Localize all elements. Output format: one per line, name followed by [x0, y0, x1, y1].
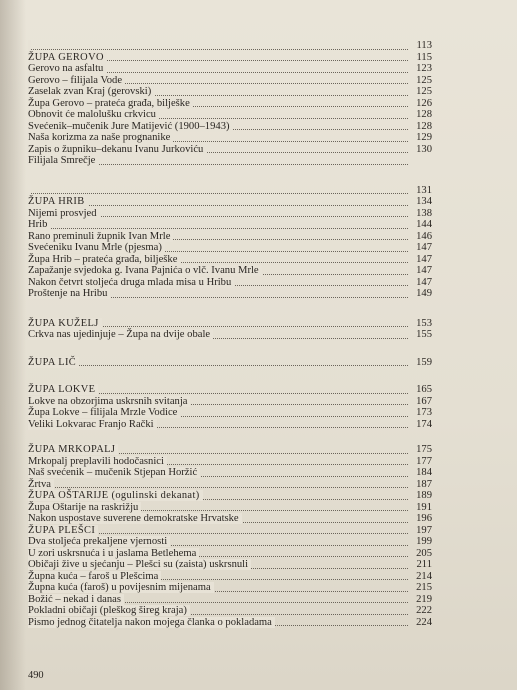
toc-entry-page: 126 [416, 97, 432, 109]
toc-entry-page: 159 [416, 356, 432, 368]
toc-entry-page: 215 [416, 582, 432, 593]
toc-entry-title: U zori uskrsnuća i u jaslama Betlehema [28, 548, 199, 559]
toc-entry-title: Božić – nekad i danas [28, 594, 124, 605]
toc-entry-title: Rano preminuli župnik Ivan Mrle [28, 231, 173, 242]
toc-entry-page: 129 [416, 132, 432, 143]
toc-entry-title: Dva stoljeća prekaljene vjernosti [28, 536, 170, 547]
toc-entry-title: ŽUPA GEROVO [28, 52, 107, 63]
toc-entry-page: 128 [416, 109, 432, 120]
toc-entry-page: 222 [416, 605, 432, 616]
toc-entry-page: 153 [416, 317, 432, 329]
toc-entry-page: 149 [416, 288, 432, 299]
toc-entry-page: 113 [416, 40, 432, 51]
page-number: 490 [28, 670, 44, 681]
toc-section-heading [28, 357, 432, 369]
toc-entry-page: 219 [416, 593, 432, 605]
toc-entry-title: Zapažanje svjedoka g. Ivana Pajnića o vlč. Ivanu Mrle [28, 265, 262, 276]
toc-entry-title: Župna kuća – faroš u Plešcima [28, 571, 161, 582]
toc-entry-page: 173 [416, 407, 432, 418]
toc-entry-title: ŽUPA OŠTARIJE (ogulinski dekanat) [28, 490, 203, 501]
toc-entry-page: 115 [416, 51, 432, 63]
toc-entry-title: ŽUPA KUŽELJ [28, 318, 102, 329]
toc-entry-page: 174 [416, 418, 432, 430]
toc-entry-title: ŽUPA LIČ [28, 357, 79, 368]
toc-entry-title: Župa Gerovo – prateća građa, bilješke [28, 98, 193, 109]
toc-entry-page: 214 [416, 570, 432, 582]
toc-entry-page: 187 [416, 478, 432, 490]
toc-entry-title: Naš svećenik – mučenik Stjepan Horžić [28, 467, 200, 478]
toc-entry-page: 147 [416, 242, 432, 253]
toc-entry-title: Žrtva [28, 479, 54, 490]
toc-entry-title: Zaselak zvan Kraj (gerovski) [28, 86, 154, 97]
toc-entry-page: 167 [416, 395, 432, 407]
toc-entry-title: Mrkopalj preplavili hodočasnici [28, 456, 167, 467]
toc-entry-title: Crkva nas ujedinjuje – Župa na dvije obale [28, 329, 213, 340]
toc-entry-title: Gerovo – filijala Vode [28, 75, 125, 86]
toc-entry-title: ŽUPA HRIB [28, 196, 88, 207]
table-of-contents [28, 40, 432, 628]
toc-entry [28, 288, 432, 300]
toc-entry-page: 123 [416, 63, 432, 74]
toc-entry-title: Svećeniku Ivanu Mrle (pjesma) [28, 242, 165, 253]
toc-entry-title: Proštenje na Hribu [28, 288, 110, 299]
toc-entry-page: 147 [416, 276, 432, 288]
toc-entry-title: Obnovit će malolušku crkvicu [28, 109, 159, 120]
toc-entry-title: Nakon uspostave suverene demokratske Hrvatske [28, 513, 242, 524]
toc-entry-title: Pokladni običaji (pleškog šireg kraja) [28, 605, 190, 616]
toc-entry-page: 165 [416, 384, 432, 395]
toc-entry-title: Nakon četvrt stoljeća druga mlada misa u Hribu [28, 277, 234, 288]
toc-entry [28, 617, 432, 629]
toc-entry-page: 155 [416, 329, 432, 340]
toc-entry-page: 175 [416, 444, 432, 455]
dot-leader [28, 354, 408, 367]
toc-entry-title: Pismo jednog čitatelja nakon mojega članka o pokladama [28, 617, 275, 628]
toc-entry-title: Gerovo na asfaltu [28, 63, 106, 74]
toc-entry-page: 184 [416, 467, 432, 478]
toc-entry-page: 134 [416, 196, 432, 207]
toc-entry-title: Župa Oštarije na raskrižju [28, 502, 141, 513]
toc-entry-title: Lokve na obzorjima uskrsnih svitanja [28, 396, 190, 407]
toc-entry-page: 128 [416, 120, 432, 132]
toc-entry-title: Filijala Smrečje [28, 155, 98, 166]
toc-entry-title: ŽUPA PLEŠCI [28, 525, 98, 536]
toc-entry-page: 125 [416, 74, 432, 86]
toc-entry-title: Zapis o župniku–dekanu Ivanu Jurkoviću [28, 144, 206, 155]
toc-entry-title: Naša korizma za naše prognanike [28, 132, 173, 143]
toc-entry-page: 224 [416, 616, 432, 628]
toc-entry-page: 197 [416, 524, 432, 536]
toc-entry-page: 196 [416, 513, 432, 524]
toc-entry-page: 199 [416, 536, 432, 547]
binding-shadow [0, 0, 26, 690]
toc-entry-title: Župa Lokve – filijala Mrzle Vodice [28, 407, 180, 418]
toc-entry-page: 147 [416, 253, 432, 265]
toc-entry-title: Nijemi prosvjed [28, 208, 100, 219]
toc-entry-title: ŽUPA LOKVE [28, 384, 98, 395]
toc-entry-page: 125 [416, 86, 432, 97]
toc-entry-page: 144 [416, 219, 432, 230]
toc-entry-title: Običaji žive u sjećanju – Plešci su (zaista) uskrsnuli [28, 559, 251, 570]
toc-entry-title: Svećenik–mučenik Jure Matijević (1900–1943) [28, 121, 233, 132]
toc-entry-page: 177 [416, 455, 432, 467]
toc-entry-page: 211 [416, 559, 432, 570]
toc-entry-page: 191 [416, 501, 432, 513]
toc-entry-page: 189 [416, 490, 432, 501]
toc-entry-title: Veliki Lokvarac Franjo Rački [28, 419, 157, 430]
toc-entry [28, 155, 432, 167]
toc-entry-page: 146 [416, 230, 432, 242]
toc-entry-title: Župna kuća (faroš) u povijesnim mijenama [28, 582, 214, 593]
toc-entry [28, 419, 432, 431]
toc-entry-title: Hrib [28, 219, 50, 230]
toc-entry-page: 147 [416, 265, 432, 276]
toc-entry-page: 205 [416, 547, 432, 559]
toc-entry-page: 131 [416, 184, 432, 196]
toc-entry-title: Župa Hrib – prateća građa, bilješke [28, 254, 180, 265]
toc-entry-page: 130 [416, 143, 432, 155]
toc-entry [28, 329, 432, 341]
toc-entry-page: 138 [416, 207, 432, 219]
toc-entry-title: ŽUPA MRKOPALJ [28, 444, 118, 455]
